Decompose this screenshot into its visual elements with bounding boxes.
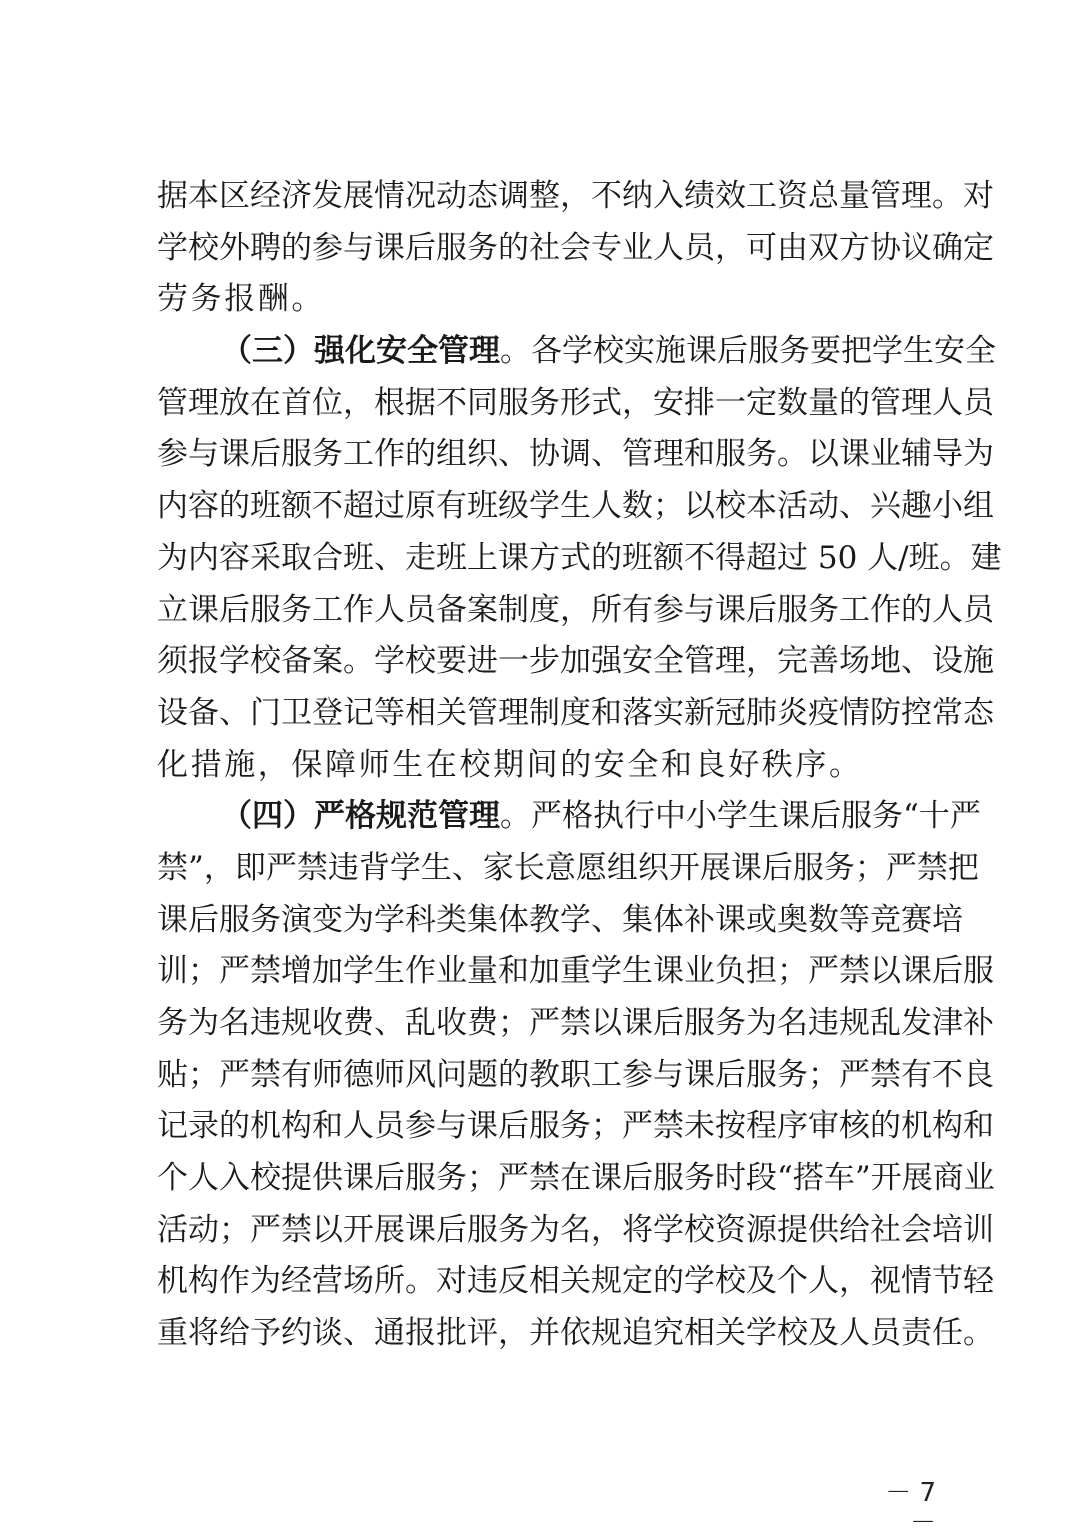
line-text: 劳务报酬。 <box>157 281 325 318</box>
text-line <box>157 481 994 533</box>
line-text: 记录的机构和人员参与课后服务；严禁未按程序审核的机构和 <box>157 1108 994 1145</box>
text-line <box>157 1205 994 1257</box>
line-text: 禁”，即严禁违背学生、家长意愿组织开展课后服务；严禁把 <box>157 849 979 886</box>
text-line <box>157 636 994 688</box>
text-line <box>157 378 994 430</box>
line-text: 务为名违规收费、乱收费；严禁以课后服务为名违规乱发津补 <box>157 1005 994 1041</box>
section-heading: （四）严格规范管理 <box>221 798 500 835</box>
line-text: 活动；严禁以开展课后服务为名，将学校资源提供给社会培训 <box>157 1211 994 1248</box>
line-text: 个人入校提供课后服务；严禁在课后服务时段“搭车”开展商业 <box>157 1160 995 1197</box>
line-text: 课后服务演变为学科类集体教学、集体补课或奥数等竞赛培 <box>157 901 963 938</box>
text-line <box>157 274 933 326</box>
text-line <box>157 740 933 792</box>
line-text: 化措施，保障师生在校期间的安全和良好秩序。 <box>157 746 863 783</box>
text-line <box>157 843 979 895</box>
text-line <box>157 1101 994 1153</box>
line-text: 为内容采取合班、走班上课方式的班额不得超过 50 人/班。建 <box>157 539 1002 576</box>
page-number: － 7 － <box>885 1478 936 1538</box>
body-text <box>157 171 1002 1360</box>
section-heading-line <box>157 791 981 843</box>
text-line <box>157 585 994 637</box>
text-line <box>157 429 994 481</box>
line-text: 设备、门卫登记等相关管理制度和落实新冠肺炎疫情防控常态 <box>157 694 994 731</box>
section-heading-line <box>157 326 996 378</box>
line-text: 机构作为经营场所。对违反相关规定的学校及个人，视情节轻 <box>157 1263 994 1300</box>
line-text: 贴；严禁有师德师风问题的教职工参与课后服务；严禁有不良 <box>157 1056 994 1093</box>
line-text: 参与课后服务工作的组织、协调、管理和服务。以课业辅导为 <box>157 436 994 473</box>
text-line <box>157 533 1002 585</box>
line-text: 内容的班额不超过原有班级学生人数；以校本活动、兴趣小组 <box>157 488 994 525</box>
text-line <box>157 946 994 998</box>
text-line <box>157 1256 994 1308</box>
text-line <box>157 1308 994 1360</box>
line-text: 重将给予约谈、通报批评，并依规追究相关学校及人员责任。 <box>157 1315 994 1352</box>
text-line <box>157 895 963 947</box>
text-line <box>157 1153 995 1205</box>
section-heading: （三）强化安全管理 <box>221 333 500 370</box>
line-text: 学校外聘的参与课后服务的社会专业人员，可由双方协议确定 <box>157 229 994 266</box>
line-text: 。严格执行中小学生课后服务“十严 <box>500 798 981 835</box>
line-text: 立课后服务工作人员备案制度，所有参与课后服务工作的人员 <box>157 591 994 628</box>
text-line <box>157 998 994 1050</box>
text-line <box>157 1050 994 1102</box>
line-text: 训；严禁增加学生作业量和加重学生课业负担；严禁以课后服 <box>157 953 994 990</box>
line-text: 据本区经济发展情况动态调整，不纳入绩效工资总量管理。对 <box>157 178 994 214</box>
text-line <box>157 223 994 275</box>
line-text: 须报学校备案。学校要进一步加强安全管理，完善场地、设施 <box>157 643 994 680</box>
line-text: 管理放在首位，根据不同服务形式，安排一定数量的管理人员 <box>157 384 994 421</box>
text-line <box>157 171 994 223</box>
text-line <box>157 688 994 740</box>
line-text: 。各学校实施课后服务要把学生安全 <box>500 333 996 370</box>
